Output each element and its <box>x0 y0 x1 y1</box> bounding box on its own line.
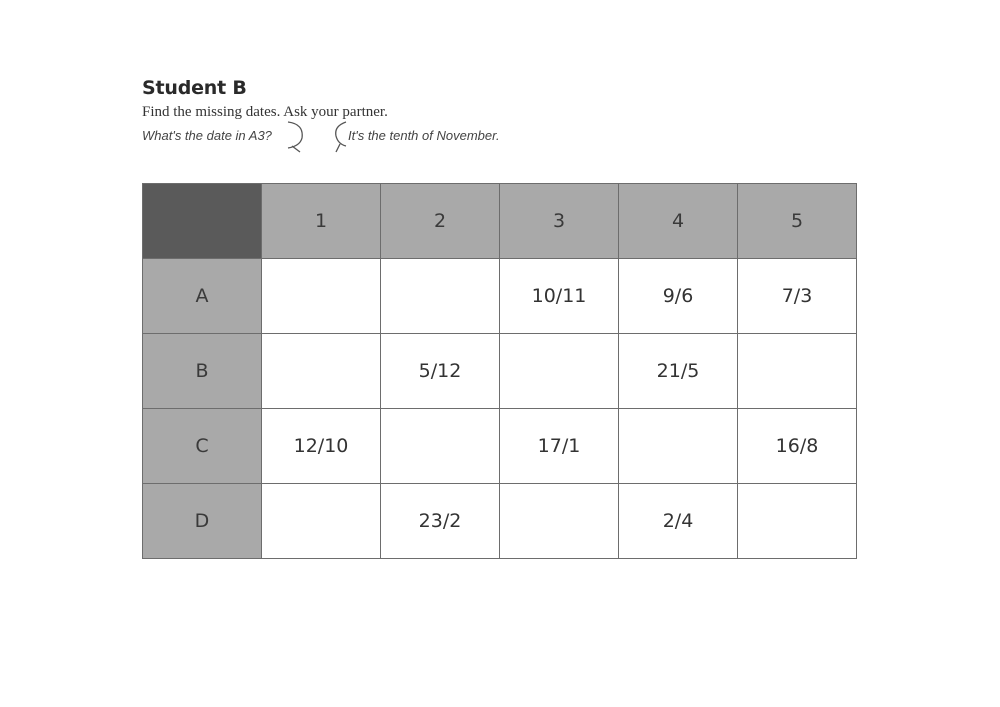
grid-corner-cell <box>143 184 262 259</box>
dialogue-answer: It's the tenth of November. <box>348 128 500 143</box>
grid-cell <box>262 334 381 409</box>
grid-row <box>143 484 857 559</box>
grid-cell: 17/1 <box>500 409 619 484</box>
dialogue-question: What's the date in A3? <box>142 128 272 143</box>
grid-cell <box>619 409 738 484</box>
grid-cell <box>381 259 500 334</box>
grid-cell: 2/4 <box>619 484 738 559</box>
column-header: 3 <box>500 184 619 259</box>
grid-cell: 5/12 <box>381 334 500 409</box>
grid-cell: 10/11 <box>500 259 619 334</box>
column-header: 2 <box>381 184 500 259</box>
grid-cell <box>738 484 857 559</box>
grid-row <box>143 259 857 334</box>
grid-header-row <box>143 184 857 259</box>
grid-cell <box>262 259 381 334</box>
column-header: 4 <box>619 184 738 259</box>
dates-grid <box>142 183 857 559</box>
grid-row <box>143 334 857 409</box>
grid-row <box>143 409 857 484</box>
row-header: B <box>143 334 262 409</box>
page-title: Student B <box>142 77 247 99</box>
grid-cell: 23/2 <box>381 484 500 559</box>
row-header: A <box>143 259 262 334</box>
instruction-text: Find the missing dates. Ask your partner. <box>142 104 388 120</box>
row-header: D <box>143 484 262 559</box>
column-header: 1 <box>262 184 381 259</box>
grid-cell <box>500 334 619 409</box>
grid-cell <box>381 409 500 484</box>
grid-cell: 9/6 <box>619 259 738 334</box>
grid-cell <box>262 484 381 559</box>
grid-cell <box>500 484 619 559</box>
grid-cell <box>738 334 857 409</box>
grid-cell: 16/8 <box>738 409 857 484</box>
grid-cell: 12/10 <box>262 409 381 484</box>
row-header: C <box>143 409 262 484</box>
speech-bubble-tail-icon <box>282 120 312 154</box>
column-header: 5 <box>738 184 857 259</box>
grid-cell: 7/3 <box>738 259 857 334</box>
grid-cell: 21/5 <box>619 334 738 409</box>
